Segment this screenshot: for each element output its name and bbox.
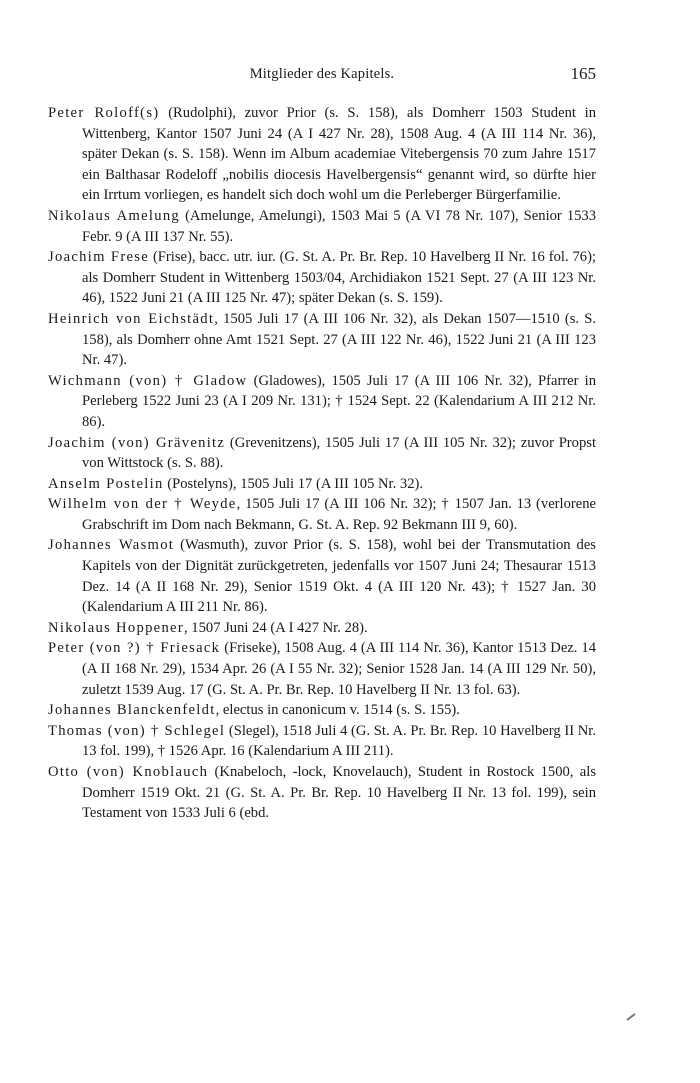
entry-text: , 1505 Juli 17 (A III 106 Nr. 32), als Dekan 1507—1510 (s. S. 158), als Domherr ohne Amt 1521 Sept. 27 (A III 122 Nr. 46), 1522 Juni 21 (A III 123 Nr. 47). xyxy=(82,310,597,369)
list-item xyxy=(48,433,596,474)
entry-name: Peter (von ?) † Friesack xyxy=(48,640,221,657)
list-item xyxy=(48,494,596,535)
entry-text: (Gladowes), 1505 Juli 17 (A III 106 Nr. 32), Pfarrer in Perleberg 1522 Juni 23 (A I 209 Nr. 131); † 1524 Sept. 22 (Kalendarium A III 212 Nr. 86). xyxy=(82,372,597,430)
entry-name: Johannes Wasmot xyxy=(48,537,175,554)
page-number: 165 xyxy=(570,64,596,83)
entry-name: Wilhelm von der † Weyde xyxy=(48,496,237,513)
list-item xyxy=(48,371,596,433)
running-title: Mitglieder des Kapitels. xyxy=(249,66,395,82)
page-header xyxy=(48,66,596,90)
entry-name: Thomas (von) † Schlegel xyxy=(48,722,226,739)
entry-text: (Wasmuth), zuvor Prior (s. S. 158), wohl bei der Transmutation des Kapitels von der Dignität zurückgetreten, jedenfalls vor 1507 Juni 24; Thesaurar 1513 Dez. 14 (A II 168 Nr. 29), Senior 1519 Okt. 4 (A III 120 Nr. 43); † 1527 Jan. 30 (Kalendarium A III 211 Nr. 86). xyxy=(82,537,596,616)
entry-name: Anselm Postelin xyxy=(48,475,164,492)
entry-text: (Grevenitzens), 1505 Juli 17 (A III 105 Nr. 32); zuvor Propst von Wittstock (s. S. 88). xyxy=(82,434,596,472)
entry-name: Joachim (von) Grävenitz xyxy=(48,434,226,451)
entry-text: (Postelyns), 1505 Juli 17 (A III 105 Nr. 32). xyxy=(163,475,424,492)
entry-text: (Knabeloch, -lock, Knovelauch), Student in Rostock 1500, als Domherr 1519 Okt. 21 (G. St. A. Pr. Br. Rep. 10 Havelberg II Nr. 13 fol. 199), sein Testament von 1533 Juli 6 (ebd. xyxy=(82,764,596,822)
entry-name: Johannes Blanckenfeldt xyxy=(48,702,216,719)
entry-text: , electus in canonicum v. 1514 (s. S. 155). xyxy=(215,702,460,719)
entry-name: Otto (von) Knoblauch xyxy=(48,764,209,780)
list-item xyxy=(48,618,596,639)
list-item xyxy=(48,721,596,762)
entry-name: Peter Roloff(s) xyxy=(48,105,160,121)
entry-name: Heinrich von Eichstädt xyxy=(48,310,215,327)
entry-name: Wichmann (von) † Gladow xyxy=(48,372,248,389)
list-item xyxy=(48,103,596,206)
entry-text: (Amelunge, Amelungi), 1503 Mai 5 (A VI 78 Nr. 107), Senior 1533 Febr. 9 (A III 137 Nr. 55). xyxy=(82,207,597,245)
list-item xyxy=(48,700,596,721)
list-item xyxy=(48,206,596,247)
entry-text: (Friseke), 1508 Aug. 4 (A III 114 Nr. 36), Kantor 1513 Dez. 14 (A II 168 Nr. 29), 1534 Apr. 26 (A I 55 Nr. 32); Senior 1528 Jan. 14 (A III 129 Nr. 50), zuletzt 1539 Aug. 17 (G. St. A. Pr. Br. Rep. 10 Havelberg II Nr. 13 fol. 63). xyxy=(82,640,596,698)
entry-list xyxy=(48,103,596,824)
list-item xyxy=(48,535,596,617)
list-item xyxy=(48,247,596,309)
entry-text: , 1505 Juli 17 (A III 106 Nr. 32); † 1507 Jan. 13 (verlorene Grabschrift im Dom nach Bekmann, G. St. A. Rep. 92 Bekmann III 9, 60). xyxy=(82,496,596,533)
list-item xyxy=(48,309,596,371)
list-item xyxy=(48,474,596,495)
entry-text: , 1507 Juni 24 (A I 427 Nr. 28). xyxy=(184,619,368,636)
entry-name: Nikolaus Hoppener xyxy=(48,619,184,636)
entry-text: (Rudolphi), zuvor Prior (s. S. 158), als Domherr 1503 Student in Wittenberg, Kantor 1507 Juni 24 (A I 427 Nr. 28), 1508 Aug. 4 (A III 114 Nr. 36), später Dekan (s. S. 158). Wenn im Album academiae Vitebergensis 70 zum Jahre 1517 ein Balthasar Rodeloff „nobilis diocesis Havelbergensis“ genannt wird, so dürfte hier ein Irrtum vorliegen, es handelt sich doch wohl um die Perleberger Bürgerfamilie. xyxy=(82,105,597,204)
entry-text: (Slegel), 1518 Juli 4 (G. St. A. Pr. Br. Rep. 10 Havelberg II Nr. 13 fol. 199), † 1526 Apr. 16 (Kalendarium A III 211). xyxy=(82,722,596,760)
entry-name: Nikolaus Amelung xyxy=(48,207,181,224)
pencil-mark xyxy=(626,1013,635,1021)
entry-text: (Frise), bacc. utr. iur. (G. St. A. Pr. Br. Rep. 10 Havelberg II Nr. 16 fol. 76); als Domherr Student in Wittenberg 1503/04, Archidiakon 1521 Sept. 27 (A III 123 Nr. 46), 1522 Juni 21 (A III 125 Nr. 47); später Dekan (s. S. 159). xyxy=(82,249,596,307)
list-item xyxy=(48,638,596,700)
list-item xyxy=(48,762,596,824)
entry-name: Joachim Frese xyxy=(48,249,150,266)
